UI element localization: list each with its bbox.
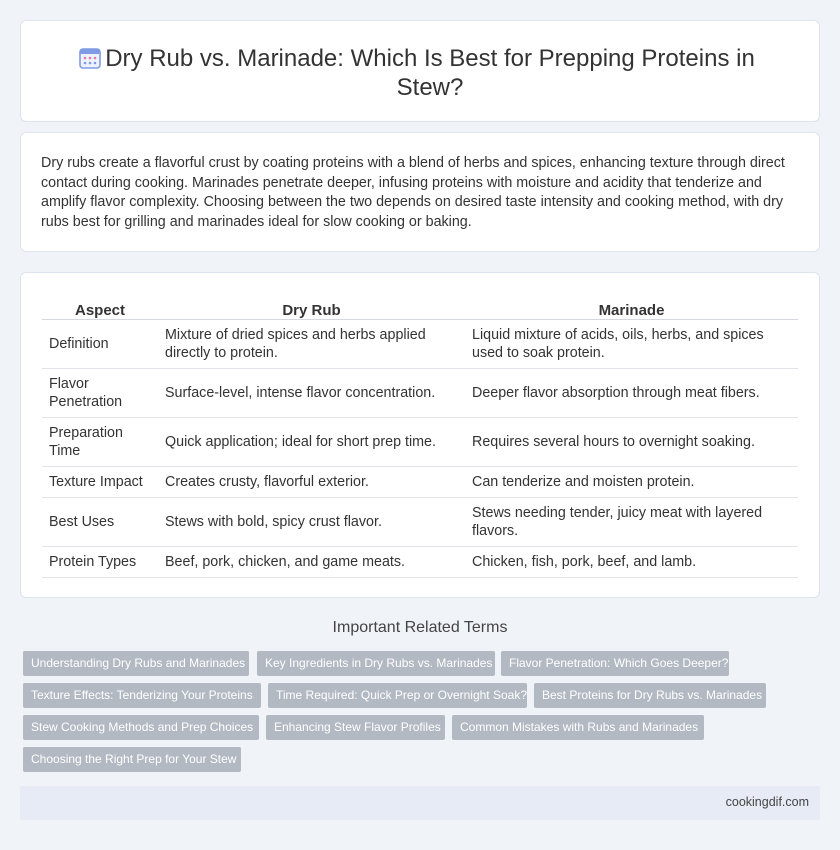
tag-link[interactable]: Key Ingredients in Dry Rubs vs. Marinades (257, 651, 495, 676)
cell-dry-rub: Creates crusty, flavorful exterior. (158, 466, 465, 497)
table-row (42, 546, 798, 577)
related-terms-title: Important Related Terms (332, 619, 508, 636)
cell-aspect: Flavor Penetration (42, 368, 158, 417)
header-card (20, 20, 820, 122)
tag-link[interactable]: Enhancing Stew Flavor Profiles (266, 715, 445, 740)
tag-link[interactable]: Best Proteins for Dry Rubs vs. Marinades (534, 683, 766, 708)
tag-link[interactable]: Time Required: Quick Prep or Overnight Soak? (268, 683, 527, 708)
table-row (42, 368, 798, 417)
cell-marinade: Stews needing tender, juicy meat with layered flavors. (465, 497, 798, 546)
table-header-row (42, 296, 798, 319)
intro-card (20, 132, 820, 252)
cell-dry-rub: Beef, pork, chicken, and game meats. (158, 546, 465, 577)
cell-aspect: Best Uses (42, 497, 158, 546)
tag-link[interactable]: Texture Effects: Tenderizing Your Proteins (23, 683, 261, 708)
cell-marinade: Deeper flavor absorption through meat fibers. (465, 368, 798, 417)
cell-marinade: Requires several hours to overnight soaking. (465, 417, 798, 466)
cell-marinade: Liquid mixture of acids, oils, herbs, and spices used to soak protein. (465, 319, 798, 368)
intro-paragraph: Dry rubs create a flavorful crust by coating proteins with a blend of herbs and spices, enhancing texture through direct contact during cooking. Marinades penetrate deeper, infusing proteins with moisture and acidity that tenderize and amplify flavor complexity. Choosing between the two depends on desired taste intensity and cooking method, with dry rubs best for grilling and marinades ideal for slow cooking or baking. (41, 155, 785, 230)
table-row (42, 319, 798, 368)
comparison-card (20, 272, 820, 598)
tag-link[interactable]: Flavor Penetration: Which Goes Deeper? (501, 651, 729, 676)
cell-aspect: Texture Impact (42, 466, 158, 497)
table-row (42, 497, 798, 546)
cell-aspect: Protein Types (42, 546, 158, 577)
tag-link[interactable]: Choosing the Right Prep for Your Stew (23, 747, 241, 772)
cell-aspect: Preparation Time (42, 417, 158, 466)
cell-marinade: Chicken, fish, pork, beef, and lamb. (465, 546, 798, 577)
header-dry-rub: Dry Rub (158, 296, 465, 319)
cell-dry-rub: Mixture of dried spices and herbs applied directly to protein. (158, 319, 465, 368)
comparison-table (42, 296, 798, 578)
cell-dry-rub: Surface-level, intense flavor concentration. (158, 368, 465, 417)
tag-link[interactable]: Stew Cooking Methods and Prep Choices (23, 715, 259, 740)
header-aspect: Aspect (42, 296, 158, 319)
table-row (42, 417, 798, 466)
footer (20, 786, 820, 820)
page-title: Dry Rub vs. Marinade: Which Is Best for Prepping Proteins in Stew? (105, 45, 755, 101)
table-row (42, 466, 798, 497)
footer-site-link[interactable]: cookingdif.com (725, 795, 809, 809)
cell-dry-rub: Stews with bold, spicy crust flavor. (158, 497, 465, 546)
cell-aspect: Definition (42, 319, 158, 368)
tag-link[interactable]: Common Mistakes with Rubs and Marinades (452, 715, 704, 740)
cell-dry-rub: Quick application; ideal for short prep time. (158, 417, 465, 466)
header-marinade: Marinade (465, 296, 798, 319)
cell-marinade: Can tenderize and moisten protein. (465, 466, 798, 497)
tag-link[interactable]: Understanding Dry Rubs and Marinades (23, 651, 249, 676)
